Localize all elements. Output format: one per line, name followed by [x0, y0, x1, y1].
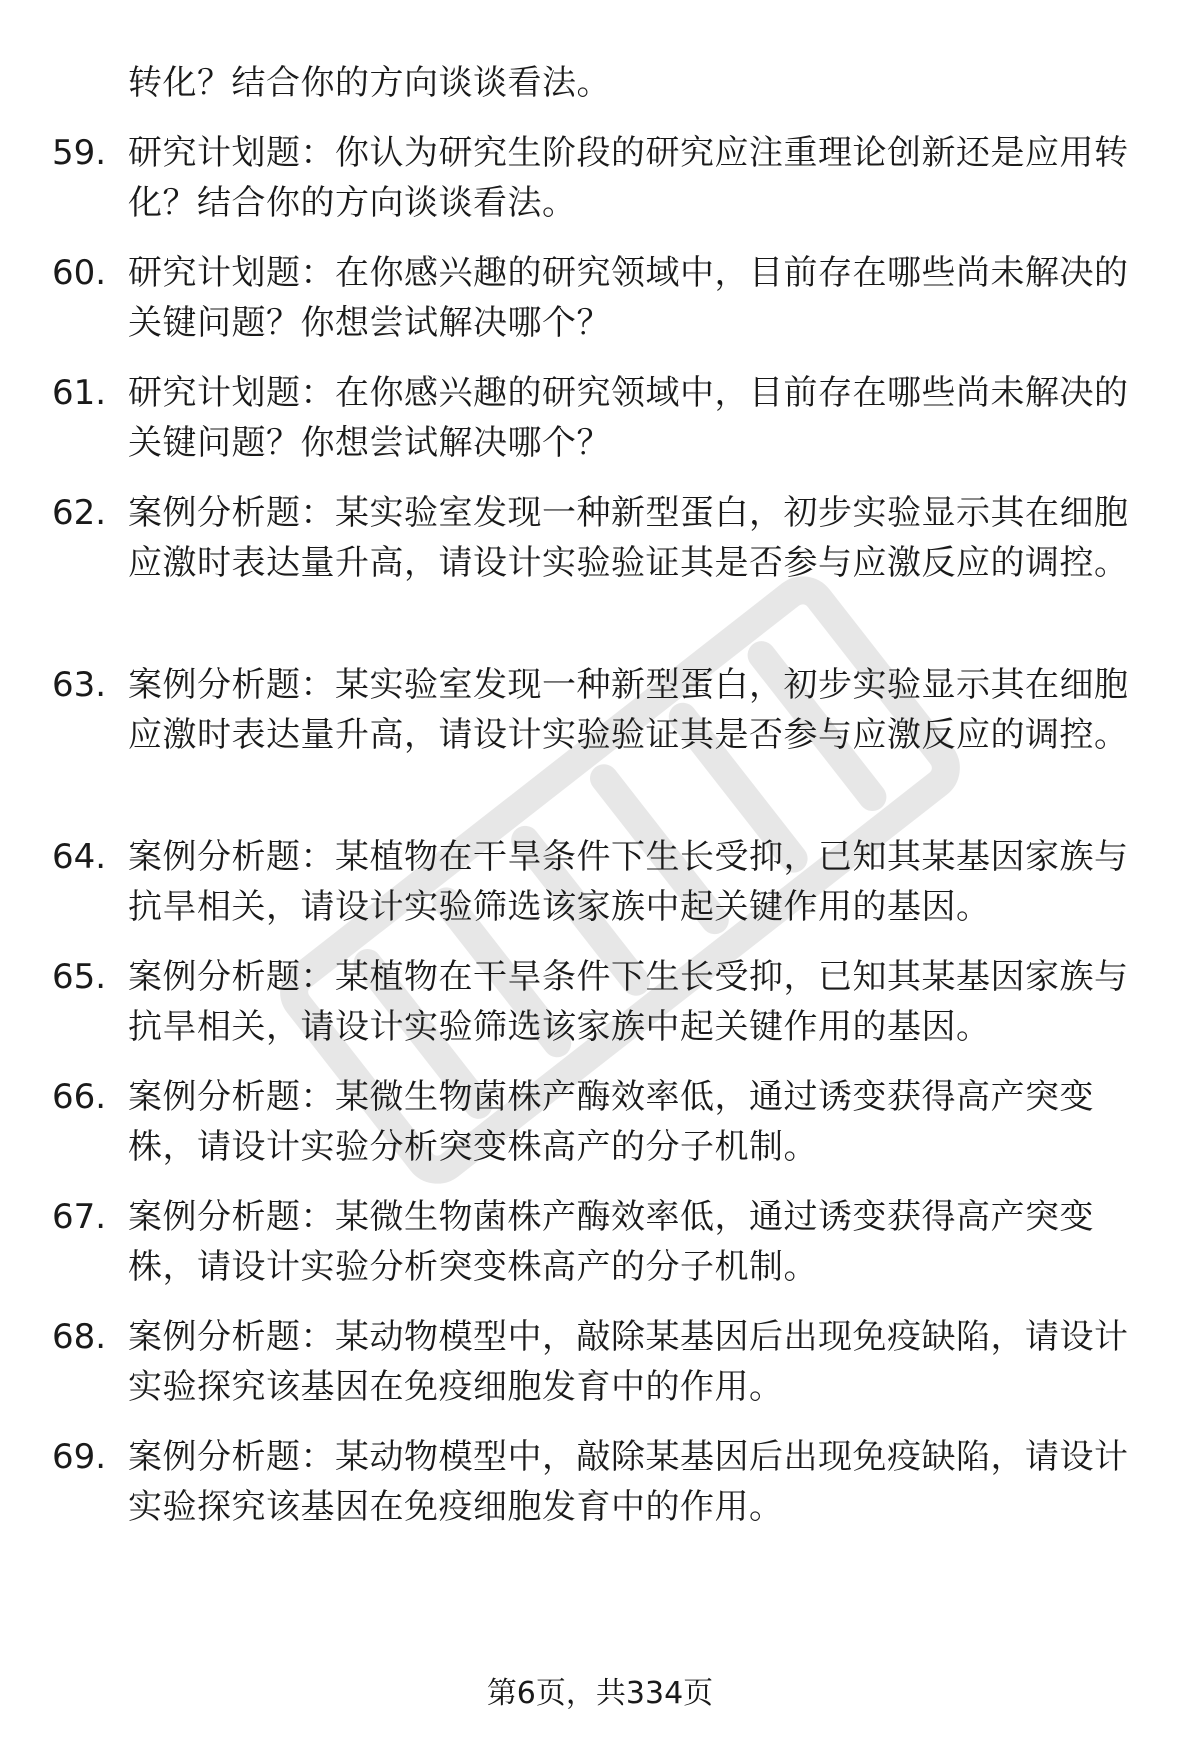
- continuation-text: 转化？结合你的方向谈谈看法。: [128, 63, 611, 103]
- question-number: 63.: [52, 665, 107, 705]
- question-number: 65.: [52, 957, 107, 997]
- question-text: 案例分析题：某动物模型中，敲除某基因后出现免疫缺陷，请设计实验探究该基因在免疫细胞发育中的作用。: [128, 1437, 1129, 1527]
- question-number: 67.: [52, 1197, 107, 1237]
- question-number: 68.: [52, 1317, 107, 1357]
- question-number: 66.: [52, 1077, 107, 1117]
- question-text: 案例分析题：某动物模型中，敲除某基因后出现免疫缺陷，请设计实验探究该基因在免疫细胞发育中的作用。: [128, 1317, 1129, 1407]
- page-number-footer: 第6页，共334页: [486, 1676, 714, 1711]
- question-number: 61.: [52, 373, 107, 413]
- question-number: 69.: [52, 1437, 107, 1477]
- question-text: 案例分析题：某植物在干旱条件下生长受抑，已知其某基因家族与抗旱相关，请设计实验筛选该家族中起关键作用的基因。: [128, 837, 1129, 927]
- question-number: 64.: [52, 837, 107, 877]
- question-number: 62.: [52, 493, 107, 533]
- question-number: 60.: [52, 253, 107, 293]
- question-text: 研究计划题：在你感兴趣的研究领域中，目前存在哪些尚未解决的关键问题？你想尝试解决哪个？: [128, 373, 1129, 463]
- question-text: 案例分析题：某实验室发现一种新型蛋白，初步实验显示其在细胞应激时表达量升高，请设计实验验证其是否参与应激反应的调控。: [128, 665, 1129, 755]
- question-text: 案例分析题：某植物在干旱条件下生长受抑，已知其某基因家族与抗旱相关，请设计实验筛选该家族中起关键作用的基因。: [128, 957, 1129, 1047]
- question-number: 59.: [52, 133, 107, 173]
- question-text: 研究计划题：你认为研究生阶段的研究应注重理论创新还是应用转化？结合你的方向谈谈看法。: [128, 133, 1129, 223]
- question-text: 研究计划题：在你感兴趣的研究领域中，目前存在哪些尚未解决的关键问题？你想尝试解决哪个？: [128, 253, 1129, 343]
- question-text: 案例分析题：某实验室发现一种新型蛋白，初步实验显示其在细胞应激时表达量升高，请设计实验验证其是否参与应激反应的调控。: [128, 493, 1129, 583]
- question-text: 案例分析题：某微生物菌株产酶效率低，通过诱变获得高产突变株，请设计实验分析突变株高产的分子机制。: [128, 1077, 1094, 1167]
- question-text: 案例分析题：某微生物菌株产酶效率低，通过诱变获得高产突变株，请设计实验分析突变株高产的分子机制。: [128, 1197, 1094, 1287]
